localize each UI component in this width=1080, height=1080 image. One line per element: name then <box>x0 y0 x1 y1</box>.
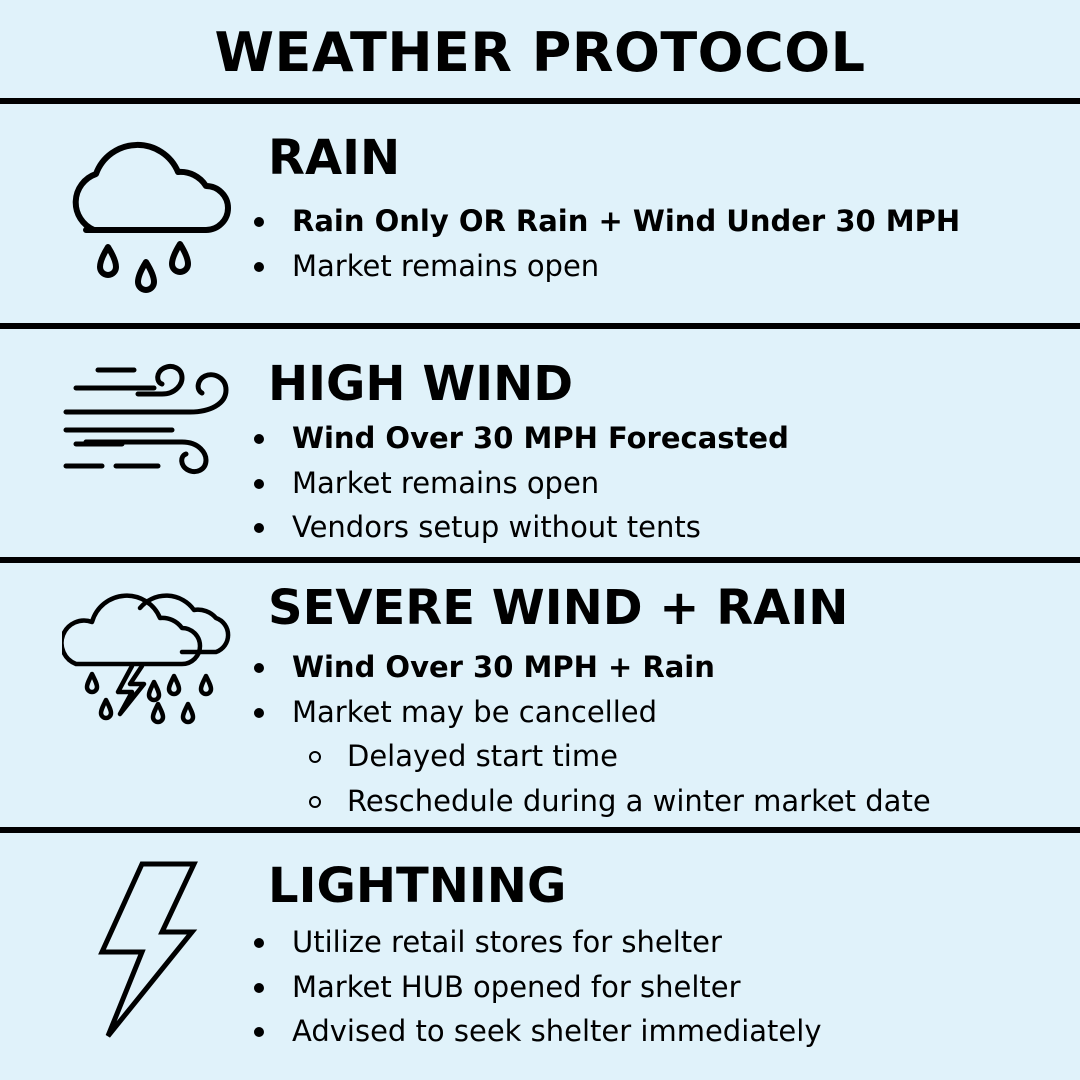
divider <box>0 557 1080 563</box>
list-sub-item: Delayed start time <box>252 734 931 779</box>
list-item: Vendors setup without tents <box>252 505 789 550</box>
list-item: Wind Over 30 MPH Forecasted <box>252 416 789 461</box>
section-list <box>252 199 960 288</box>
section-heading: RAIN <box>268 130 401 186</box>
section-list <box>252 416 789 550</box>
divider <box>0 98 1080 104</box>
list-item: Wind Over 30 MPH + Rain <box>252 645 931 690</box>
list-item: Market remains open <box>252 244 960 289</box>
divider <box>0 323 1080 329</box>
divider <box>0 827 1080 833</box>
list-item: Utilize retail stores for shelter <box>252 920 821 965</box>
section-list <box>252 920 821 1054</box>
storm-cloud-icon <box>62 592 240 734</box>
list-item: Advised to seek shelter immediately <box>252 1009 821 1054</box>
section-heading: SEVERE WIND + RAIN <box>268 580 849 636</box>
page-title: WEATHER PROTOCOL <box>214 21 866 84</box>
wind-icon <box>62 360 240 478</box>
list-sub-item: Reschedule during a winter market date <box>252 779 931 824</box>
rain-cloud-icon <box>62 132 237 297</box>
list-item: Rain Only OR Rain + Wind Under 30 MPH <box>252 199 960 244</box>
list-item: Market may be cancelled <box>252 690 931 735</box>
section-list <box>252 645 931 823</box>
lightning-bolt-icon <box>98 860 200 1040</box>
section-heading: HIGH WIND <box>268 356 574 412</box>
section-heading: LIGHTNING <box>268 858 567 914</box>
list-item: Market HUB opened for shelter <box>252 965 821 1010</box>
list-item: Market remains open <box>252 461 789 506</box>
